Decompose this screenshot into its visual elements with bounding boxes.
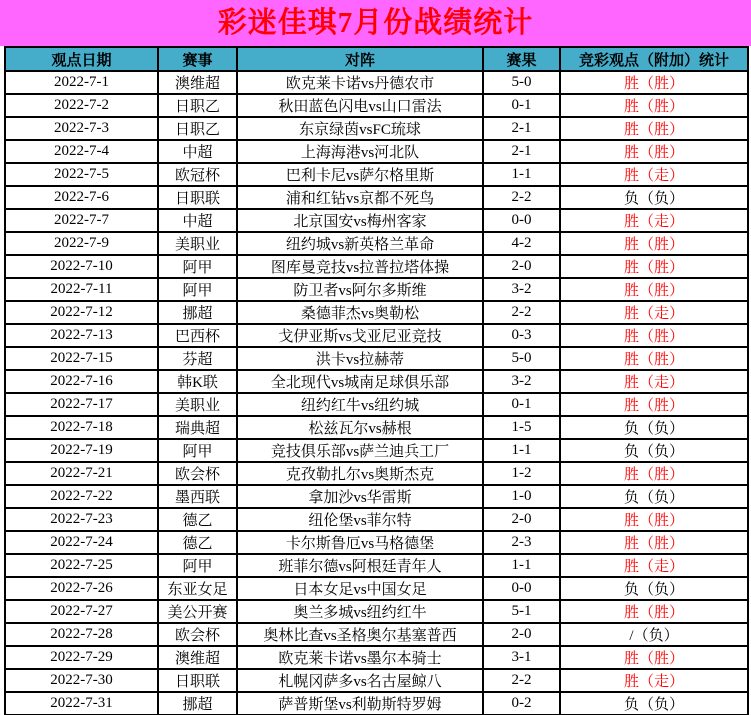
verdict-cell: 胜（胜） [560, 646, 748, 669]
match-cell: 纽约红牛vs纽约城 [237, 393, 483, 416]
score-cell: 0-0 [483, 577, 560, 600]
score-cell: 0-0 [483, 209, 560, 232]
score-cell: 2-1 [483, 140, 560, 163]
league-cell: 阿甲 [158, 554, 237, 577]
league-cell: 德乙 [158, 508, 237, 531]
column-header-score: 赛果 [483, 47, 560, 71]
verdict-cell: 胜（走） [560, 370, 748, 393]
league-cell: 中超 [158, 140, 237, 163]
page-title: 彩迷佳琪7月份战绩统计 [0, 0, 751, 46]
verdict-cell: 胜（胜） [560, 347, 748, 370]
match-cell: 上海海港vs河北队 [237, 140, 483, 163]
verdict-cell: 胜（胜） [560, 117, 748, 140]
match-cell: 洪卡vs拉赫蒂 [237, 347, 483, 370]
score-cell: 1-1 [483, 554, 560, 577]
match-cell: 秋田蓝色闪电vs山口雷法 [237, 94, 483, 117]
date-cell: 2022-7-6 [5, 186, 158, 209]
score-cell: 2-2 [483, 669, 560, 692]
results-table-body [5, 71, 748, 715]
verdict-cell: 胜（胜） [560, 531, 748, 554]
score-cell: 5-0 [483, 71, 560, 94]
date-cell: 2022-7-31 [5, 692, 158, 715]
date-cell: 2022-7-23 [5, 508, 158, 531]
match-cell: 奥兰多城vs纽约红牛 [237, 600, 483, 623]
table-row [5, 370, 748, 393]
verdict-cell: /（负） [560, 623, 748, 646]
verdict-cell: 负（负） [560, 186, 748, 209]
verdict-cell: 胜（走） [560, 209, 748, 232]
table-row [5, 646, 748, 669]
score-cell: 2-2 [483, 186, 560, 209]
table-row [5, 462, 748, 485]
verdict-cell: 胜（走） [560, 301, 748, 324]
verdict-cell: 胜（胜） [560, 508, 748, 531]
match-cell: 浦和红钻vs京都不死鸟 [237, 186, 483, 209]
match-cell: 萨普斯堡vs利勒斯特罗姆 [237, 692, 483, 715]
table-row [5, 508, 748, 531]
results-table [4, 46, 749, 715]
verdict-cell: 胜（走） [560, 163, 748, 186]
score-cell: 3-2 [483, 370, 560, 393]
match-cell: 竞技俱乐部vs萨兰迪兵工厂 [237, 439, 483, 462]
score-cell: 1-5 [483, 416, 560, 439]
verdict-cell: 胜（胜） [560, 71, 748, 94]
score-cell: 1-1 [483, 163, 560, 186]
score-cell: 1-0 [483, 485, 560, 508]
table-row [5, 531, 748, 554]
league-cell: 德乙 [158, 531, 237, 554]
match-cell: 北京国安vs梅州客家 [237, 209, 483, 232]
score-cell: 3-1 [483, 646, 560, 669]
date-cell: 2022-7-1 [5, 71, 158, 94]
league-cell: 日职联 [158, 186, 237, 209]
league-cell: 日职联 [158, 669, 237, 692]
date-cell: 2022-7-29 [5, 646, 158, 669]
league-cell: 东亚女足 [158, 577, 237, 600]
table-row [5, 71, 748, 94]
score-cell: 0-1 [483, 393, 560, 416]
league-cell: 墨西联 [158, 485, 237, 508]
league-cell: 澳维超 [158, 71, 237, 94]
league-cell: 中超 [158, 209, 237, 232]
match-cell: 防卫者vs阿尔多斯维 [237, 278, 483, 301]
league-cell: 欧会杯 [158, 462, 237, 485]
league-cell: 阿甲 [158, 278, 237, 301]
league-cell: 巴西杯 [158, 324, 237, 347]
column-header-verdict: 竞彩观点（附加）统计 [560, 47, 748, 71]
table-row [5, 577, 748, 600]
table-row [5, 347, 748, 370]
score-cell: 1-1 [483, 439, 560, 462]
table-row [5, 209, 748, 232]
match-cell: 巴利卡尼vs萨尔格里斯 [237, 163, 483, 186]
date-cell: 2022-7-16 [5, 370, 158, 393]
date-cell: 2022-7-15 [5, 347, 158, 370]
table-row [5, 140, 748, 163]
table-row [5, 301, 748, 324]
match-cell: 拿加沙vs华雷斯 [237, 485, 483, 508]
match-cell: 纽约城vs新英格兰革命 [237, 232, 483, 255]
score-cell: 3-2 [483, 278, 560, 301]
date-cell: 2022-7-24 [5, 531, 158, 554]
date-cell: 2022-7-2 [5, 94, 158, 117]
table-row [5, 623, 748, 646]
score-cell: 5-0 [483, 347, 560, 370]
league-cell: 澳维超 [158, 646, 237, 669]
verdict-cell: 胜（胜） [560, 393, 748, 416]
league-cell: 瑞典超 [158, 416, 237, 439]
match-cell: 奥林比查vs圣格奥尔基塞普西 [237, 623, 483, 646]
league-cell: 美职业 [158, 393, 237, 416]
score-cell: 2-2 [483, 301, 560, 324]
match-cell: 桑德菲杰vs奥勒松 [237, 301, 483, 324]
verdict-cell: 负（负） [560, 439, 748, 462]
verdict-cell: 胜（胜） [560, 462, 748, 485]
score-cell: 0-1 [483, 94, 560, 117]
score-cell: 2-3 [483, 531, 560, 554]
league-cell: 韩K联 [158, 370, 237, 393]
league-cell: 挪超 [158, 692, 237, 715]
table-row [5, 439, 748, 462]
match-cell: 欧克莱卡诺vs丹德农市 [237, 71, 483, 94]
verdict-cell: 负（负） [560, 485, 748, 508]
league-cell: 日职乙 [158, 117, 237, 140]
score-cell: 2-0 [483, 623, 560, 646]
verdict-cell: 负（负） [560, 692, 748, 715]
league-cell: 美公开赛 [158, 600, 237, 623]
score-cell: 2-0 [483, 255, 560, 278]
date-cell: 2022-7-22 [5, 485, 158, 508]
table-row [5, 554, 748, 577]
date-cell: 2022-7-21 [5, 462, 158, 485]
match-cell: 日本女足vs中国女足 [237, 577, 483, 600]
table-row [5, 255, 748, 278]
date-cell: 2022-7-3 [5, 117, 158, 140]
league-cell: 欧冠杯 [158, 163, 237, 186]
header-row [5, 47, 748, 71]
table-row [5, 669, 748, 692]
table-row [5, 117, 748, 140]
date-cell: 2022-7-11 [5, 278, 158, 301]
match-cell: 卡尔斯鲁厄vs马格德堡 [237, 531, 483, 554]
date-cell: 2022-7-10 [5, 255, 158, 278]
column-header-league: 赛事 [158, 47, 237, 71]
verdict-cell: 胜（走） [560, 554, 748, 577]
verdict-cell: 胜（胜） [560, 140, 748, 163]
date-cell: 2022-7-30 [5, 669, 158, 692]
date-cell: 2022-7-4 [5, 140, 158, 163]
match-cell: 东京绿茵vsFC琉球 [237, 117, 483, 140]
verdict-cell: 胜（胜） [560, 94, 748, 117]
table-row [5, 692, 748, 715]
table-row [5, 186, 748, 209]
date-cell: 2022-7-7 [5, 209, 158, 232]
match-cell: 欧克莱卡诺vs墨尔本骑士 [237, 646, 483, 669]
table-row [5, 600, 748, 623]
date-cell: 2022-7-12 [5, 301, 158, 324]
table-row [5, 94, 748, 117]
table-row [5, 232, 748, 255]
date-cell: 2022-7-27 [5, 600, 158, 623]
match-cell: 全北现代vs城南足球俱乐部 [237, 370, 483, 393]
score-cell: 0-3 [483, 324, 560, 347]
league-cell: 美职业 [158, 232, 237, 255]
date-cell: 2022-7-26 [5, 577, 158, 600]
match-cell: 札幌冈萨多vs名古屋鲸八 [237, 669, 483, 692]
column-header-date: 观点日期 [5, 47, 158, 71]
score-cell: 4-2 [483, 232, 560, 255]
verdict-cell: 胜（胜） [560, 232, 748, 255]
table-row [5, 485, 748, 508]
date-cell: 2022-7-9 [5, 232, 158, 255]
date-cell: 2022-7-13 [5, 324, 158, 347]
table-row [5, 393, 748, 416]
date-cell: 2022-7-28 [5, 623, 158, 646]
match-cell: 图库曼竞技vs拉普拉塔体操 [237, 255, 483, 278]
verdict-cell: 胜（胜） [560, 278, 748, 301]
verdict-cell: 胜（胜） [560, 255, 748, 278]
league-cell: 阿甲 [158, 255, 237, 278]
match-cell: 班菲尔德vs阿根廷青年人 [237, 554, 483, 577]
score-cell: 5-1 [483, 600, 560, 623]
table-row [5, 416, 748, 439]
league-cell: 挪超 [158, 301, 237, 324]
date-cell: 2022-7-19 [5, 439, 158, 462]
league-cell: 阿甲 [158, 439, 237, 462]
verdict-cell: 负（负） [560, 577, 748, 600]
date-cell: 2022-7-17 [5, 393, 158, 416]
date-cell: 2022-7-25 [5, 554, 158, 577]
column-header-match: 对阵 [237, 47, 483, 71]
table-row [5, 324, 748, 347]
match-cell: 克孜勒扎尔vs奥斯杰克 [237, 462, 483, 485]
verdict-cell: 负（负） [560, 416, 748, 439]
verdict-cell: 胜（胜） [560, 600, 748, 623]
match-cell: 松兹瓦尔vs赫根 [237, 416, 483, 439]
score-cell: 2-1 [483, 117, 560, 140]
verdict-cell: 胜（走） [560, 669, 748, 692]
table-row [5, 163, 748, 186]
league-cell: 芬超 [158, 347, 237, 370]
match-cell: 戈伊亚斯vs戈亚尼亚竞技 [237, 324, 483, 347]
score-cell: 1-2 [483, 462, 560, 485]
league-cell: 日职乙 [158, 94, 237, 117]
table-row [5, 278, 748, 301]
date-cell: 2022-7-18 [5, 416, 158, 439]
score-cell: 0-2 [483, 692, 560, 715]
match-cell: 纽伦堡vs菲尔特 [237, 508, 483, 531]
league-cell: 欧会杯 [158, 623, 237, 646]
date-cell: 2022-7-5 [5, 163, 158, 186]
score-cell: 2-0 [483, 508, 560, 531]
verdict-cell: 胜（胜） [560, 324, 748, 347]
